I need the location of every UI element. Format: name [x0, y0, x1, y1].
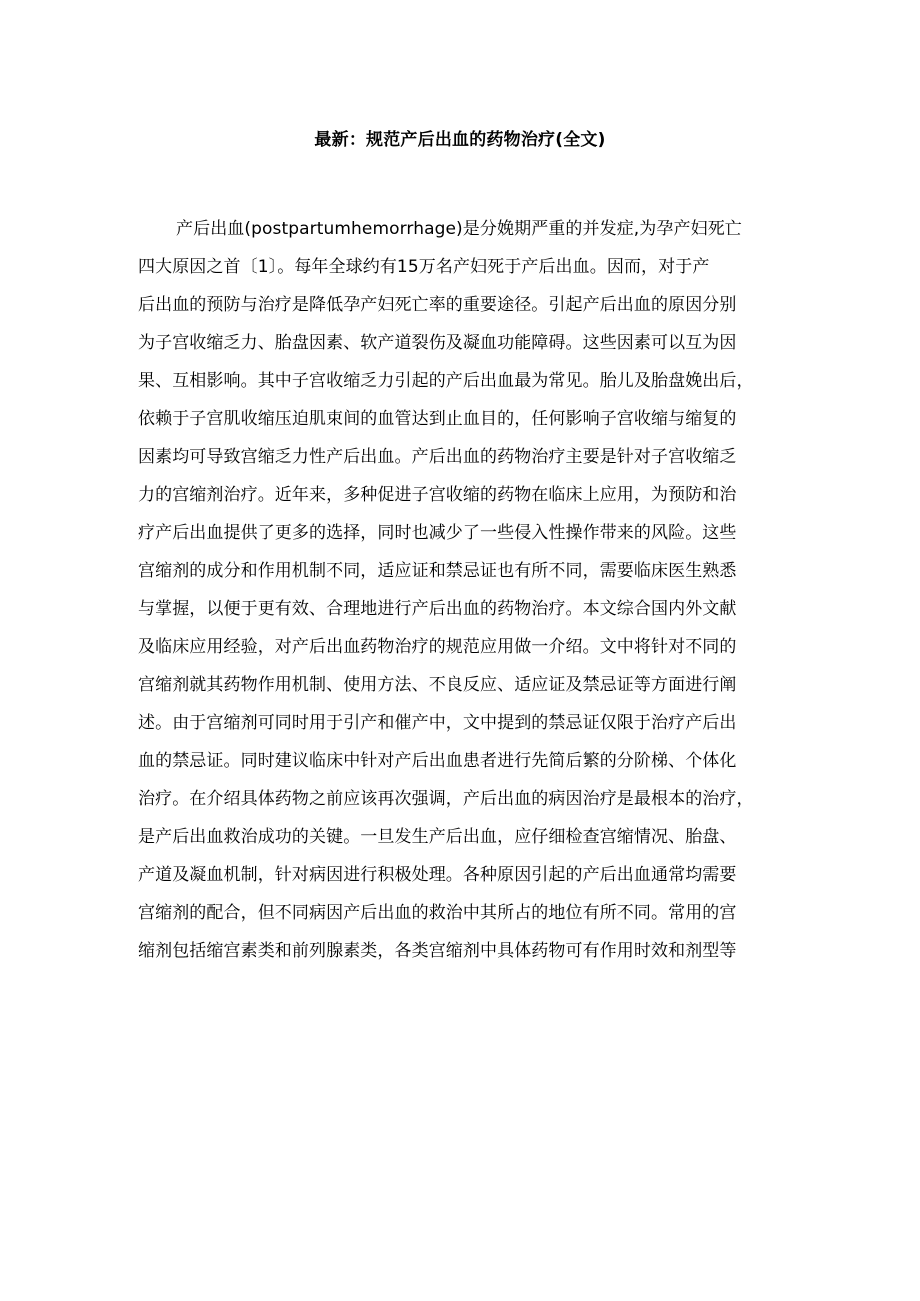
- paragraph-line: 产道及凝血机制，针对病因进行积极处理。各种原因引起的产后出血通常均需要: [138, 865, 737, 885]
- paragraph-line: 宫缩剂的配合，但不同病因产后出血的救治中其所占的地位有所不同。常用的宫: [138, 903, 737, 923]
- paragraph-line: 治疗。在介绍具体药物之前应该再次强调，产后出血的病因治疗是最根本的治疗，: [138, 789, 754, 809]
- paragraph-line: 后出血的预防与治疗是降低孕产妇死亡率的重要途径。引起产后出血的原因分别: [138, 295, 737, 315]
- paragraph-line: 缩剂包括缩宫素类和前列腺素类，各类宫缩剂中具体药物可有作用时效和剂型等: [138, 941, 737, 961]
- paragraph-line: 四大原因之首〔1〕。每年全球约有15万名产妇死于产后出血。因而，对于产: [138, 257, 710, 277]
- paragraph-line: 为子宫收缩乏力、胎盘因素、软产道裂伤及凝血功能障碍。这些因素可以互为因: [138, 333, 737, 353]
- body-paragraph: [138, 210, 798, 970]
- paragraph-line: 及临床应用经验，对产后出血药物治疗的规范应用做一介绍。文中将针对不同的: [138, 637, 737, 657]
- paragraph-line: 血的禁忌证。同时建议临床中针对产后出血患者进行先简后繁的分阶梯、个体化: [138, 751, 737, 771]
- paragraph-line: 述。由于宫缩剂可同时用于引产和催产中，文中提到的禁忌证仅限于治疗产后出: [138, 713, 737, 733]
- paragraph-line: 与掌握，以便于更有效、合理地进行产后出血的药物治疗。本文综合国内外文献: [138, 599, 737, 619]
- paragraph-line: 力的宫缩剂治疗。近年来，多种促进子宫收缩的药物在临床上应用，为预防和治: [138, 485, 737, 505]
- paragraph-line: 因素均可导致宫缩乏力性产后出血。产后出血的药物治疗主要是针对子宫收缩乏: [138, 447, 737, 467]
- paragraph-line: 宫缩剂的成分和作用机制不同，适应证和禁忌证也有所不同，需要临床医生熟悉: [138, 561, 737, 581]
- paragraph-line: 疗产后出血提供了更多的选择，同时也减少了一些侵入性操作带来的风险。这些: [138, 523, 737, 543]
- paragraph-line: 是产后出血救治成功的关键。一旦发生产后出血，应仔细检查宫缩情况、胎盘、: [138, 827, 737, 847]
- paragraph-line: 依赖于子宫肌收缩压迫肌束间的血管达到止血目的，任何影响子宫收缩与缩复的: [138, 409, 737, 429]
- paragraph-line: 宫缩剂就其药物作用机制、使用方法、不良反应、适应证及禁忌证等方面进行阐: [138, 675, 737, 695]
- document-title: 最新：规范产后出血的药物治疗(全文): [314, 130, 606, 150]
- paragraph-line: 果、互相影响。其中子宫收缩乏力引起的产后出血最为常见。胎儿及胎盘娩出后，: [138, 371, 754, 391]
- paragraph-line: 产后出血(postpartumhemorrhage)是分娩期严重的并发症,为孕产妇死亡: [176, 219, 742, 239]
